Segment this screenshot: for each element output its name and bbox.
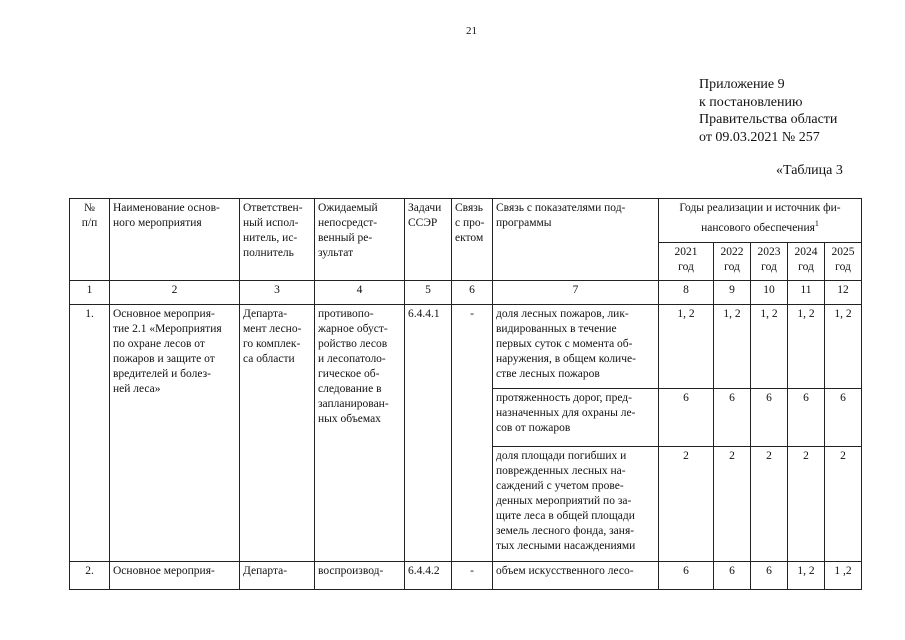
table-row — [70, 562, 862, 590]
project-link: - — [452, 562, 493, 590]
indicator-text: протяженность дорог, пред- назначенных для охраны ле- сов от пожаров — [493, 389, 659, 447]
col-number: 9 — [714, 281, 751, 305]
year-value: 1, 2 — [659, 305, 714, 389]
header-year: 2022 год — [714, 243, 751, 281]
header-responsible: Ответствен- ный испол- нитель, ис- полнитель — [240, 199, 315, 281]
project-link: - — [452, 305, 493, 562]
col-number: 6 — [452, 281, 493, 305]
indicator-text: доля площади погибших и поврежденных лесных на- саждений с учетом прове- денных мероприятий по за- щите леса в общей площади земель лесного фонда, заня- тых лесными насаждениями — [493, 447, 659, 562]
header-year: 2024 год — [788, 243, 825, 281]
header-num: № п/п — [70, 199, 110, 281]
footnote-mark: 1 — [814, 219, 819, 228]
year-value: 1, 2 — [788, 305, 825, 389]
measure-name: Основное мероприя- тие 2.1 «Мероприятия по охране лесов от пожаров и защите от вредителей и болез- ней леса» — [110, 305, 240, 562]
year-value: 6 — [714, 389, 751, 447]
year-value: 2 — [751, 447, 788, 562]
row-num: 1. — [70, 305, 110, 562]
tasks: 6.4.4.2 — [405, 562, 452, 590]
appendix-line: Приложение 9 — [699, 77, 785, 92]
col-number: 1 — [70, 281, 110, 305]
year-value: 6 — [751, 562, 788, 590]
year-value: 2 — [788, 447, 825, 562]
year-value: 1, 2 — [788, 562, 825, 590]
indicator-text: объем искусственного лесо- — [493, 562, 659, 590]
year-value: 1 ,2 — [825, 562, 862, 590]
year-value: 2 — [659, 447, 714, 562]
col-number: 11 — [788, 281, 825, 305]
header-row — [70, 199, 862, 243]
tasks: 6.4.4.1 — [405, 305, 452, 562]
col-number: 7 — [493, 281, 659, 305]
appendix-line: к постановлению — [699, 94, 803, 110]
col-number: 4 — [315, 281, 405, 305]
year-value: 1, 2 — [714, 305, 751, 389]
table-row — [70, 305, 862, 389]
header-years-group-text: Годы реализации и источник фи- нансового обеспечения — [679, 202, 841, 234]
appendix-line: от 09.03.2021 № 257 — [699, 129, 820, 145]
header-year: 2021 год — [659, 243, 714, 281]
year-value: 6 — [714, 562, 751, 590]
appendix-block — [699, 76, 837, 146]
responsible: Департа- мент лесно- го комплек- са области — [240, 305, 315, 562]
year-value: 6 — [825, 389, 862, 447]
header-year: 2023 год — [751, 243, 788, 281]
col-number: 3 — [240, 281, 315, 305]
col-number: 10 — [751, 281, 788, 305]
year-value: 6 — [659, 562, 714, 590]
header-years-group — [659, 199, 862, 243]
col-number: 8 — [659, 281, 714, 305]
year-value: 2 — [825, 447, 862, 562]
responsible: Департа- — [240, 562, 315, 590]
expected-result: противопо- жарное обуст- ройство лесов и лесопатоло- гическое об- следование в запланирован- ных объемах — [315, 305, 405, 562]
year-value: 6 — [751, 389, 788, 447]
header-name: Наименование основ- ного мероприятия — [110, 199, 240, 281]
year-value: 1, 2 — [751, 305, 788, 389]
col-number: 12 — [825, 281, 862, 305]
col-number: 2 — [110, 281, 240, 305]
col-number: 5 — [405, 281, 452, 305]
header-project-link: Связь с про- ектом — [452, 199, 493, 281]
year-value: 1, 2 — [825, 305, 862, 389]
year-value: 6 — [659, 389, 714, 447]
header-year: 2025 год — [825, 243, 862, 281]
header-indicators: Связь с показателями под- программы — [493, 199, 659, 281]
table-title: «Таблица 3 — [776, 163, 843, 178]
page-number: 21 — [466, 25, 477, 37]
indicator-text: доля лесных пожаров, лик- видированных в течение первых суток с момента об- наружения, в общем количе- стве лесных пожаров — [493, 305, 659, 389]
year-value: 6 — [788, 389, 825, 447]
measures-table — [69, 198, 862, 590]
column-numbers-row — [70, 281, 862, 305]
header-expected-result: Ожидаемый непосредст- венный ре- зультат — [315, 199, 405, 281]
measure-name: Основное мероприя- — [110, 562, 240, 590]
expected-result: воспроизвод- — [315, 562, 405, 590]
year-value: 2 — [714, 447, 751, 562]
row-num: 2. — [70, 562, 110, 590]
header-tasks: Задачи ССЭР — [405, 199, 452, 281]
appendix-line: Правительства области — [699, 112, 838, 127]
